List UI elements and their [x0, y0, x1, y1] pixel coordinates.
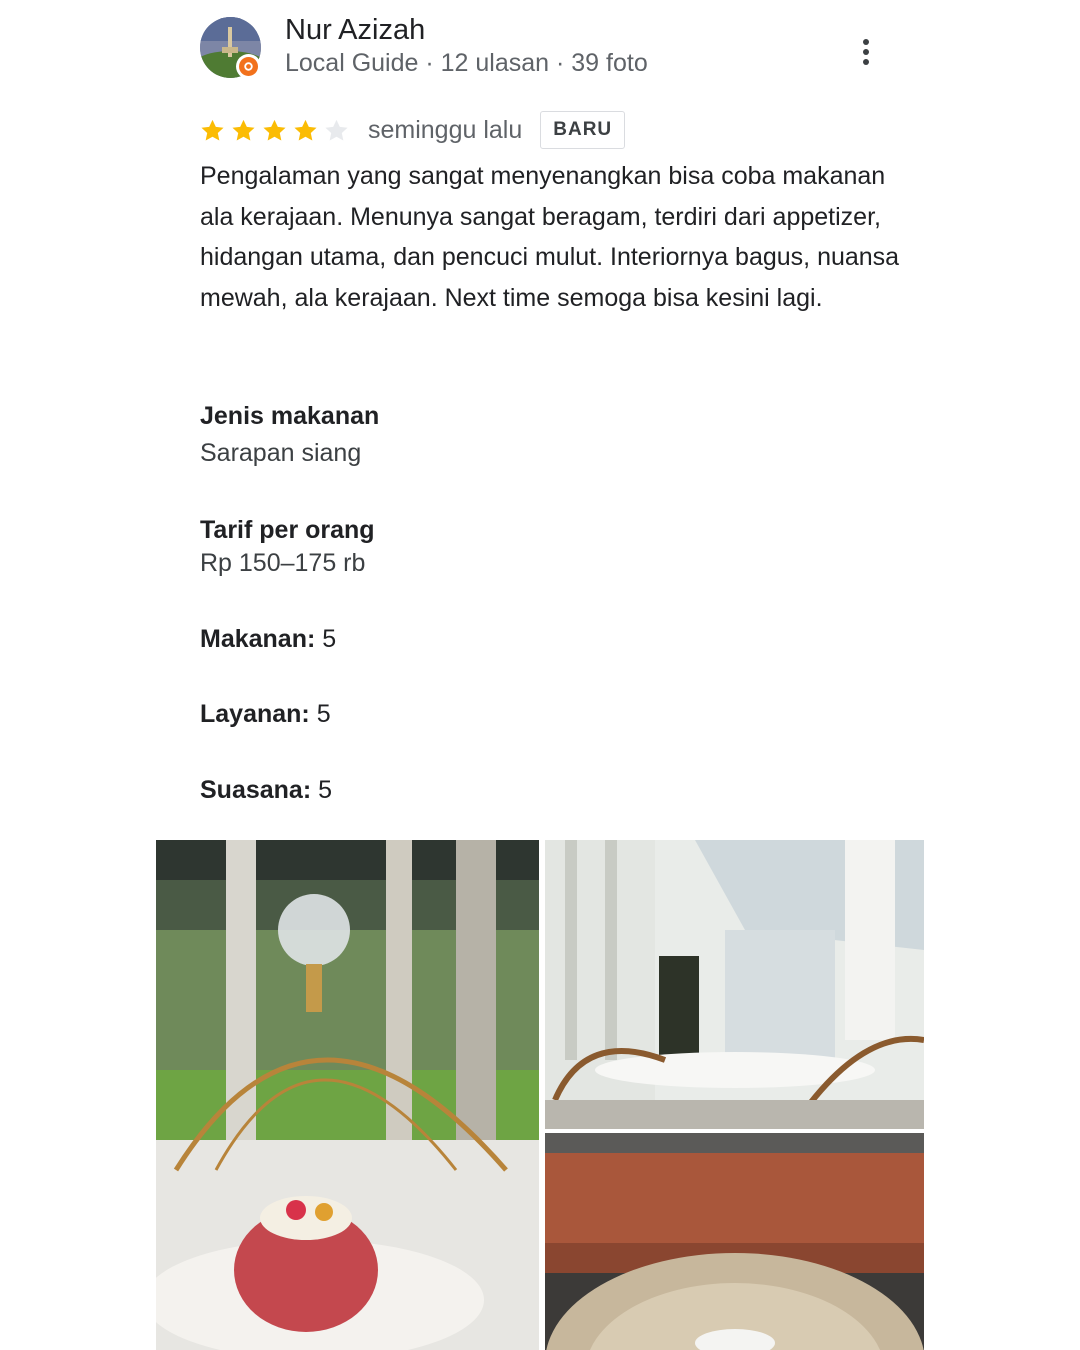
new-badge: BARU — [540, 111, 625, 149]
review-text: Pengalaman yang sangat menyenangkan bisa coba makanan ala kerajaan. Menunya sangat beragam, terdiri dari appetizer, hidangan utama, dan pencuci mulut. Interiornya bagus, nuansa mewah, ala kerajaan. Next time semoga bisa kesini lagi. — [200, 162, 900, 312]
star-rating — [199, 117, 350, 144]
meal-type-value: Sarapan siang — [200, 439, 362, 467]
reviewer-name[interactable]: Nur Azizah — [285, 14, 426, 46]
star-filled-icon — [199, 117, 226, 144]
reviewer-meta[interactable]: Local Guide · 12 ulasan · 39 foto — [285, 49, 648, 77]
score-row-service — [200, 697, 331, 731]
price-section — [200, 513, 375, 580]
price-value: Rp 150–175 rb — [200, 549, 366, 577]
score-row-atmosphere — [200, 773, 332, 807]
star-filled-icon — [230, 117, 257, 144]
score-label: Layanan: — [200, 700, 310, 728]
star-filled-icon — [292, 117, 319, 144]
meal-type-section — [200, 399, 379, 470]
more-options-button[interactable] — [848, 30, 884, 74]
meal-type-label: Jenis makanan — [200, 402, 380, 430]
local-guide-badge-icon — [236, 54, 261, 79]
price-label: Tarif per orang — [200, 516, 375, 544]
more-vert-icon — [862, 38, 870, 66]
score-value: 5 — [318, 776, 333, 804]
plate-dish-photo[interactable] — [545, 1133, 924, 1350]
restaurant-interior-photo[interactable] — [545, 840, 924, 1129]
review-date: seminggu lalu — [368, 115, 523, 144]
dessert-birdcage-photo[interactable] — [156, 840, 539, 1350]
score-value: 5 — [322, 625, 337, 653]
star-empty-icon — [323, 117, 350, 144]
score-row-food — [200, 622, 336, 656]
rating-row — [199, 110, 625, 150]
score-label: Makanan: — [200, 625, 316, 653]
star-filled-icon — [261, 117, 288, 144]
score-value: 5 — [316, 700, 331, 728]
score-label: Suasana: — [200, 776, 312, 804]
